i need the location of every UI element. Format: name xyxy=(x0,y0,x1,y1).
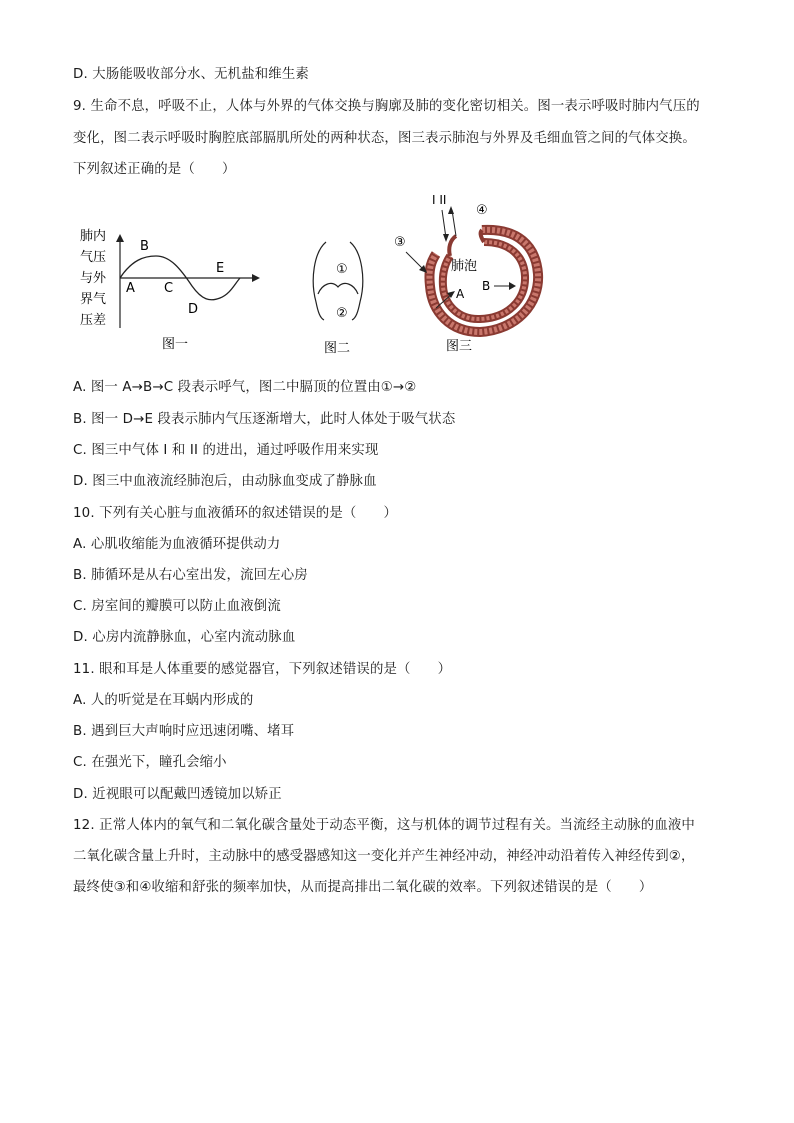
fig1-y-arrow xyxy=(116,234,124,242)
fig1-point-b: B xyxy=(140,239,149,254)
q10-option-a: A. 心肌收缩能为血液循环提供动力 xyxy=(73,537,281,552)
fig3-mark-3: ③ xyxy=(394,235,406,250)
fig2-left-wall xyxy=(313,242,326,320)
figure-2 xyxy=(313,242,363,356)
fig3-alveolus-label: 肺泡 xyxy=(451,259,478,274)
q11-option-a: A. 人的听觉是在耳蜗内形成的 xyxy=(73,693,254,708)
q9-stem-line3: 下列叙述正确的是（ ） xyxy=(73,162,236,177)
q9-option-c: C. 图三中气体 I 和 II 的进出，通过呼吸作用来实现 xyxy=(73,443,379,458)
q12-stem-line3: 最终使③和④收缩和舒张的频率加快，从而提高排出二氧化碳的效率。下列叙述错误的是（ ） xyxy=(73,880,653,895)
fig1-x-arrow xyxy=(252,274,260,282)
q10-option-d: D. 心房内流静脉血，心室内流动脉血 xyxy=(73,630,296,645)
fig3-label-a: A xyxy=(456,287,465,301)
q8-option-d: D. 大肠能吸收部分水、无机盐和维生素 xyxy=(73,67,309,82)
fig1-ylabel-0: 肺内 xyxy=(80,229,107,244)
fig1-ylabel-2: 与外 xyxy=(80,271,107,286)
q10-stem: 10. 下列有关心脏与血液循环的叙述错误的是（ ） xyxy=(73,506,398,521)
fig1-caption: 图一 xyxy=(162,337,189,352)
q9-stem-line2: 变化，图二表示呼吸时胸腔底部膈肌所处的两种状态，图三表示肺泡与外界及毛细血管之间的气体交换。 xyxy=(73,131,696,146)
fig3-airway-left xyxy=(449,236,456,256)
q9-option-a: A. 图一 A→B→C 段表示呼气，图二中膈顶的位置由①→② xyxy=(73,380,417,395)
fig1-ylabel-3: 界气 xyxy=(80,292,107,307)
q9-figures xyxy=(70,190,550,360)
figure-1 xyxy=(80,228,260,352)
fig1-point-d: D xyxy=(188,302,199,317)
fig2-diaphragm xyxy=(318,283,358,294)
q9-stem-line1: 9. 生命不息，呼吸不止，人体与外界的气体交换与胸廓及肺的变化密切相关。图一表示呼吸时肺内气压的 xyxy=(73,99,700,114)
q12-stem-line2: 二氧化碳含量上升时，主动脉中的感受器感知这一变化并产生神经冲动，神经冲动沿着传入神经传到②， xyxy=(73,849,695,864)
fig3-gas-labels: I II xyxy=(432,193,447,207)
fig2-caption: 图二 xyxy=(324,341,351,356)
q9-option-b: B. 图一 D→E 段表示肺内气压逐渐增大，此时人体处于吸气状态 xyxy=(73,412,456,427)
q10-option-c: C. 房室间的瓣膜可以防止血液倒流 xyxy=(73,599,281,614)
fig1-point-e: E xyxy=(216,261,225,276)
fig2-mark-1: ① xyxy=(336,262,348,277)
figure-3 xyxy=(394,193,538,354)
q12-stem-line1: 12. 正常人体内的氧气和二氧化碳含量处于动态平衡，这与机体的调节过程有关。当流经主动脉的血液中 xyxy=(73,818,695,833)
fig1-ylabel-4: 压差 xyxy=(80,313,107,328)
q11-option-d: D. 近视眼可以配戴凹透镜加以矫正 xyxy=(73,787,282,802)
fig1-ylabel-1: 气压 xyxy=(80,250,107,265)
fig2-mark-2: ② xyxy=(336,306,348,321)
q10-option-b: B. 肺循环是从右心室出发，流回左心房 xyxy=(73,568,308,583)
q11-option-b: B. 遇到巨大声响时应迅速闭嘴、堵耳 xyxy=(73,724,295,739)
fig2-right-wall xyxy=(350,242,363,320)
fig1-point-c: C xyxy=(164,281,174,296)
fig3-caption: 图三 xyxy=(446,339,473,354)
q9-option-d: D. 图三中血液流经肺泡后，由动脉血变成了静脉血 xyxy=(73,474,377,489)
fig3-arrow-3 xyxy=(406,252,424,270)
q9-figures-svg xyxy=(70,190,550,360)
q11-option-c: C. 在强光下，瞳孔会缩小 xyxy=(73,755,227,770)
fig3-mark-4: ④ xyxy=(476,203,488,218)
fig1-point-a: A xyxy=(126,281,135,296)
fig3-label-b: B xyxy=(482,279,491,293)
q11-stem: 11. 眼和耳是人体重要的感觉器官，下列叙述错误的是（ ） xyxy=(73,662,452,677)
fig3-arrow-i xyxy=(442,210,446,238)
